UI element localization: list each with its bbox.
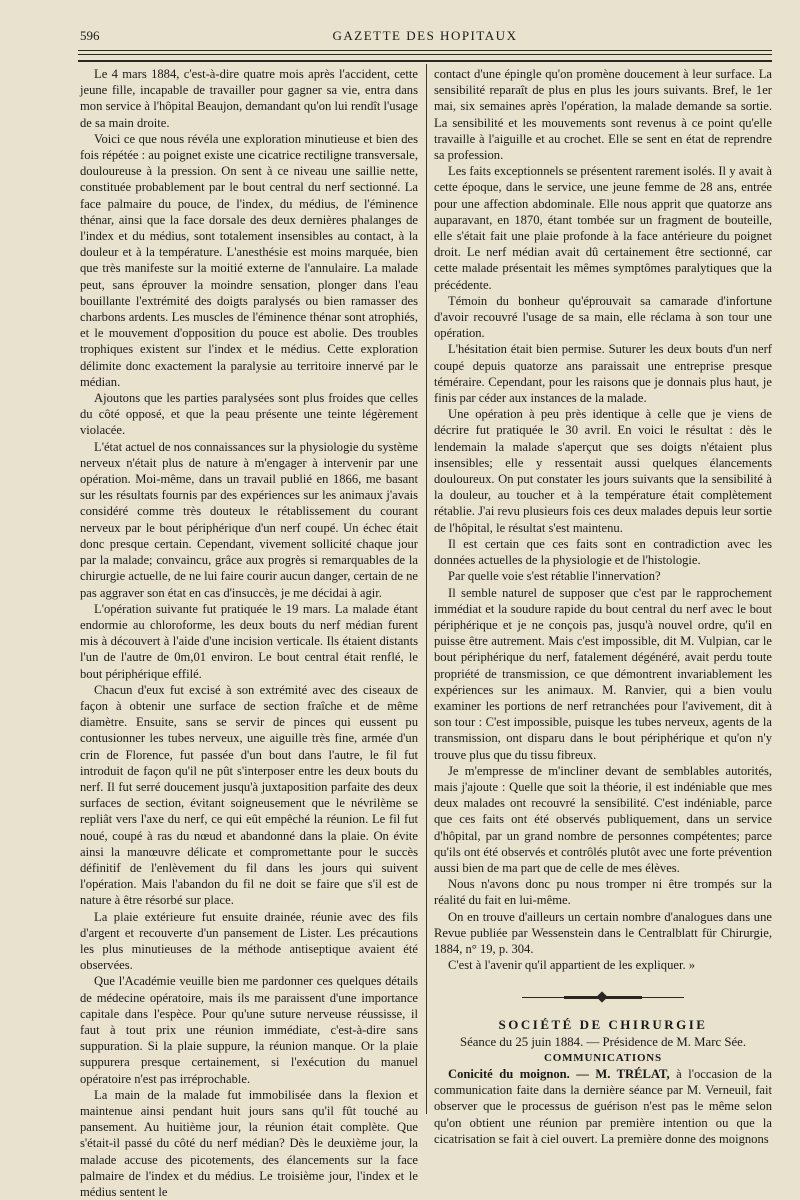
paragraph: Je m'empresse de m'incliner devant de semblables autorités, mais j'ajoute : Quelle que soit la théorie, il est indéniable que mes deux malades ont recouvré la sensibilité. C'est indéniable, parce que ces faits ont été observés publiquement, dans un service d'hôpital, par un grand nombre de personnes compétentes; parce qu'ils ont été observés et contrôlés plutôt avec une forte prévention aussi bien de ma part que de celle de mes élèves. [434, 763, 772, 875]
paragraph: Par quelle voie s'est rétablie l'innervation? [448, 569, 661, 584]
header-rule-thick [78, 60, 772, 62]
section-title: SOCIÉTÉ DE CHIRURGIE [498, 1017, 708, 1033]
paragraph: Chacun d'eux fut excisé à son extrémité avec des ciseaux de façon à obtenir une surface de section fraîche et de même diamètre. Ensuite, sans se servir de pinces qui eussent pu contusionner les tubes nerveux, une aiguille très fine, armée d'un crin de Florence, fut passée d'un bout dans l'autre, le fil fut introduit de façon qu'il ne pût s'interposer entre les deux bouts du nerf. Il fut serré doucement jusqu'à juxtaposition parfaite des deux surfaces de section, évitant soigneusement que le névrilème se repliât vers l'axe du nerf, ce qui eût empêché la réunion. Le fil fut noué, coupé à ras du nœud et abandonné dans la plaie. On évite ainsi la manœuvre délicate et compromettante pour le succès définitif de l'enlèvement du fil dans les jours qui suivent l'opération. Mais l'abandon du fil ne doit se faire que s'il est de nature à être résorbé sur place. [80, 682, 418, 908]
paragraph: La main de la malade fut immobilisée dans la flexion et maintenue ainsi pendant huit jours sans qu'il fût touché au pansement. Au huitième jour, la réunion était complète. Que s'était-il passé du côté du nerf médian? Dès le deuxième jour, la malade accuse des picotements, des élancements sur la face palmaire de l'index et du médius. Le troisième jour, l'index et le médius sentent le [80, 1087, 418, 1200]
page-header [78, 28, 772, 50]
left-column [80, 66, 418, 1200]
paragraph: On en trouve d'ailleurs un certain nombre d'analogues dans une Revue publiée par Wessenstein dans le Centralblatt für Chirurgie, 1884, n° 19, p. 304. [434, 909, 772, 956]
column-divider [426, 64, 427, 1114]
paragraph: C'est à l'avenir qu'il appartient de les expliquer. » [448, 958, 696, 973]
subsection-title: COMMUNICATIONS [544, 1051, 662, 1064]
right-column [434, 66, 772, 1147]
lead-in: Conicité du moignon. — M. TRÉLAT, [448, 1066, 670, 1081]
running-title: GAZETTE DES HOPITAUX [332, 28, 518, 43]
page-number: 596 [80, 28, 100, 43]
session-line: Séance du 25 juin 1884. — Présidence de M. Marc Sée. [459, 1034, 747, 1049]
paragraph: Il est certain que ces faits sont en contradiction avec les données actuelles de la physiologie et de l'histologie. [434, 536, 772, 568]
paragraph [434, 1066, 772, 1147]
paragraph: Les faits exceptionnels se présentent rarement isolés. Il y avait à cette époque, dans le service, une jeune femme de 28 ans, entrée pour une affection abdominale. Elle nous apprit que quatorze ans auparavant, en 1870, étant tombée sur un fragment de bouteille, elle s'était fait une plaie profonde à la face antérieure du poignet droit. Le nerf médian avait dû certainement être sectionné, car cette malade présentait les mêmes symptômes paralytiques que la précédente. [434, 164, 772, 292]
paragraph: L'opération suivante fut pratiquée le 19 mars. La malade étant endormie au chloroforme, les deux bouts du nerf médian furent mis à découvert à l'aide d'une incision verticale. Ils étaient distants l'un de l'autre de 0m,01 environ. Le bout central était renflé, le bout périphérique effilé. [80, 601, 418, 681]
paragraph: Ajoutons que les parties paralysées sont plus froides que celles du côté opposé, et que la peau présente une teinte légèrement violacée. [80, 391, 418, 438]
header-rule [78, 50, 772, 51]
paragraph: Témoin du bonheur qu'éprouvait sa camarade d'infortune d'avoir recouvré l'usage de sa main, elle réclama à son tour une opération. [434, 293, 772, 341]
header-rule [78, 54, 772, 55]
paragraph: contact d'une épingle qu'on promène doucement à leur surface. La sensibilité reparaît de plus en plus les jours suivants. Bref, le 1er mai, six semaines après l'opération, la malade demande sa sortie. La sensibilité et les mouvements sont revenus à ce point qu'elle travaille à l'aiguille et au crochet. Elle se sent en état de reprendre sa profession. [434, 67, 772, 163]
paragraph: Le 4 mars 1884, c'est-à-dire quatre mois après l'accident, cette jeune fille, incapable de travailler pour gagner sa vie, entra dans mon service à l'hôpital Beaujon, demandant qu'on lui rendît l'usage de sa main droite. [80, 67, 418, 130]
section-separator [434, 987, 772, 1009]
lead-text: à l'occasion de la communication faite dans la dernière séance par M. Verneuil, fait observer que le processus de guérison n'est pas le même selon qu'on obtient une réunion par première intention ou que la cicatrisation se fait à ciel ouvert. La première donne des moignons [434, 1066, 772, 1146]
paragraph: La plaie extérieure fut ensuite drainée, réunie avec des fils d'argent et recouverte d'un pansement de Lister. Les précautions les plus minutieuses de la méthode antiseptique avaient été observées. [80, 909, 418, 973]
paragraph: Il semble naturel de supposer que c'est par le rapprochement immédiat et la soudure rapide du bout central du nerf avec le bout périphérique et je ne conçois pas, jusqu'à nouvel ordre, qu'il en puisse être autrement. Mais c'est impossible, dit M. Vulpian, car le bout périphérique du nerf, fatalement dégénéré, avait perdu toute propriété de transmission, ce que démontrent invariablement les expériences sur les animaux. M. Ranvier, qui a bien voulu examiner les portions de nerf retranchées pour l'avivement, dit à son tour : C'est impossible, puisque les tubes nerveux, agents de la transmission, ont disparu dans le bout périphérique et qu'on n'y trouve plus que du tissu fibreux. [434, 585, 772, 762]
paragraph: Que l'Académie veuille bien me pardonner ces quelques détails de médecine opératoire, mais ils me paraissent d'une importance capitale dans l'espèce. Pour qu'une suture nerveuse réussisse, il faut à tout prix une réunion immédiate, c'est-à-dire sans suppuration. Si la plaie suppure, la réunion manque. Or la plaie suppurera presque certainement, si l'exécution du manuel opératoire n'est pas irréprochable. [80, 974, 418, 1086]
paragraph: Voici ce que nous révéla une exploration minutieuse et bien des fois répétée : au poignet existe une cicatrice rectiligne transversale, douloureuse à la pression. On sent à ce niveau une saillie nette, constituée probablement par le bout central du nerf sectionné. La face palmaire du pouce, de l'index, du médius, de l'éminence thénar, ainsi que la face dorsale des deux dernières phalanges de l'index et du médius, sont totalement insensibles au contact, à la douleur et à la température. L'anesthésie est moins marquée, bien que très manifeste sur la moitié externe de l'annulaire. La malade peut, sans éprouver la moindre sensation, plonger dans l'eau bouillante l'extrémité des doigts paralysés ou bien ramasser des charbons ardents. Les muscles de l'éminence thénar sont atrophiés, et le mouvement d'opposition du pouce est abolie. Des troubles trophiques existent sur l'index et le médius. Cette exploration délimite donc exactement la paralysie au territoire innervé par le médian. [80, 131, 418, 389]
paragraph: L'hésitation était bien permise. Suturer les deux bouts d'un nerf coupé depuis quatorze ans paraissait une entreprise presque téméraire. Cependant, pour les raisons que je donnais plus haut, je finis par céder aux instances de la malade. [434, 342, 772, 406]
ornament-diamond-icon [596, 992, 607, 1003]
paragraph: L'état actuel de nos connaissances sur la physiologie du système nerveux n'était plus de nature à m'engager à intervenir par une opération. Moi-même, dans un travail publié en 1866, me basant sur les résultats fournis par des expériences sur les animaux j'avais considéré comme très douteux le rétablissement du courant nerveux par le bout périphérique d'un nerf coupé. Un échec était donc presque certain. Cependant, vivement sollicité chaque jour par la malade; convaincu, grâce aux progrès si remarquables de la chirurgie actuelle, de ne lui faire courir aucun danger, certain de ne pas aggraver son état en cas d'insuccès, je me décidai à agir. [80, 439, 418, 600]
paragraph: Une opération à peu près identique à celle que je viens de décrire fut pratiquée le 30 avril. En voici le résultat : dès le lendemain la malade s'aperçut que ses doigts n'étaient plus insensibles; elle y ressentait aussi quelques élancements douloureux. On put constater les jours suivants que la sensibilité à la douleur, au toucher et à la température était complètement rétablie. J'ai revu plusieurs fois ces deux malades depuis leur sortie de l'hôpital, le résultat s'est maintenu. [434, 407, 772, 535]
paragraph: Nous n'avons donc pu nous tromper ni être trompés sur la réalité du fait en lui-même. [434, 877, 772, 908]
